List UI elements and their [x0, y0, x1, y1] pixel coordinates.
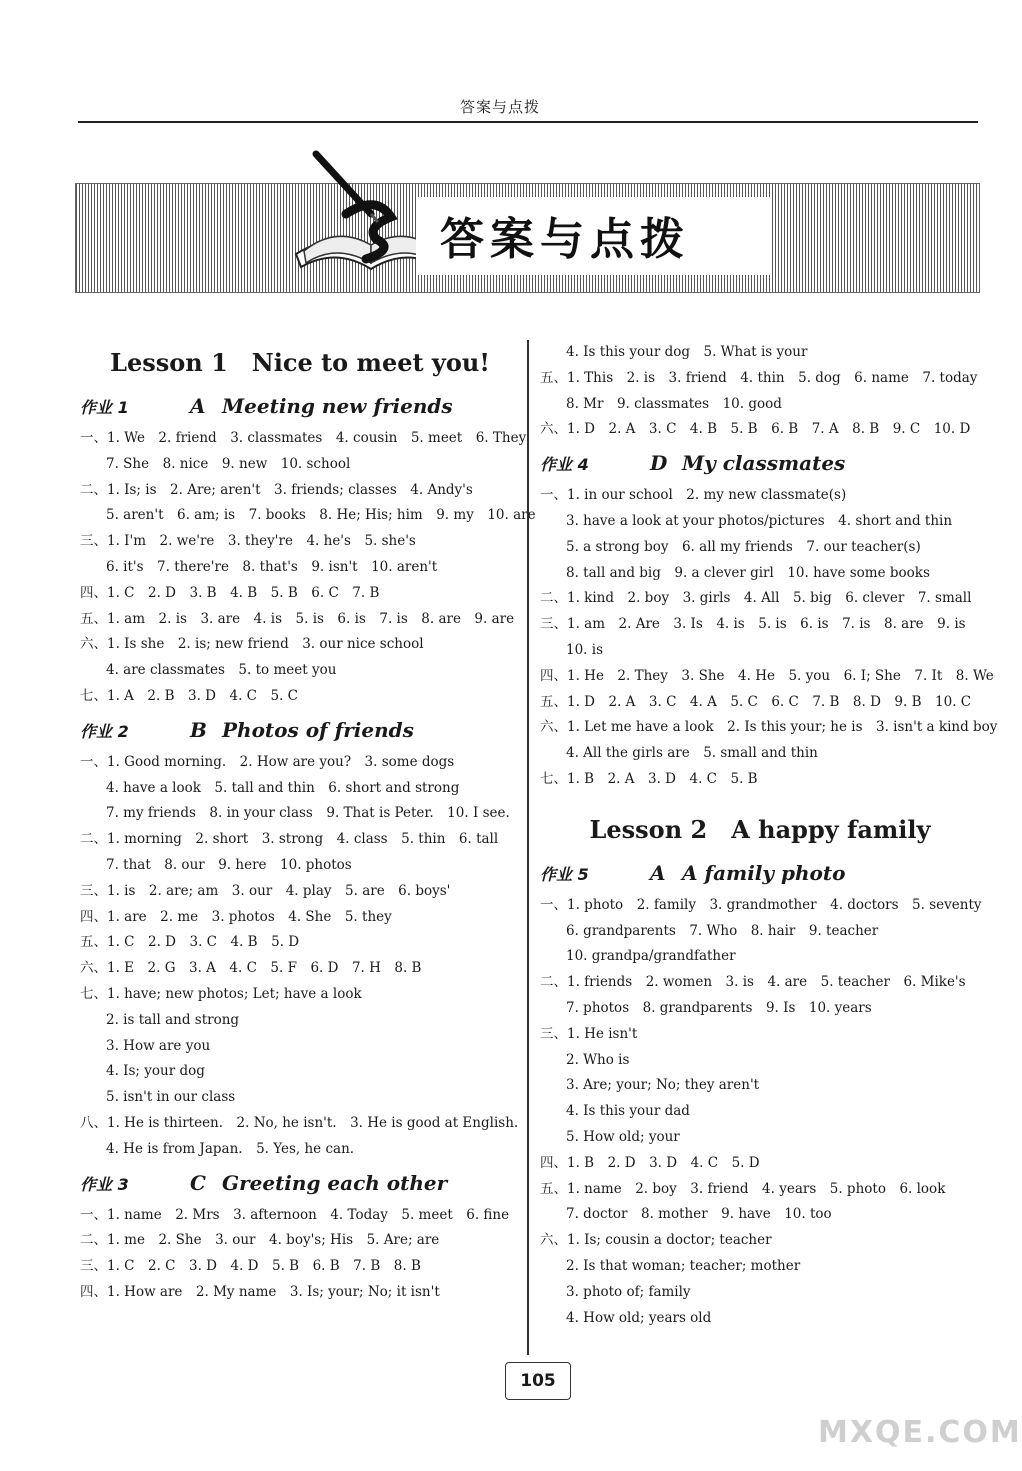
- answer-line-continued: 6. grandparents 7. Who 8. hair 9. teacher: [566, 922, 879, 939]
- answer-line: 五、1. C 2. D 3. C 4. B 5. D: [80, 934, 300, 951]
- lesson-title: Lesson 2 A happy family: [589, 814, 931, 844]
- left-column: [80, 340, 536, 1306]
- answer-line-continued: 4. Is; your dog: [106, 1063, 205, 1080]
- answer-line: 二、1. morning 2. short 3. strong 4. class 5. thin 6. tall: [80, 831, 499, 848]
- homework-number: 作业 4: [540, 455, 589, 475]
- answer-line-continued: 3. photo of; family: [566, 1283, 691, 1300]
- banner-title: 答案与点拨: [440, 214, 690, 265]
- header-rule: [78, 121, 978, 123]
- right-column: [540, 340, 998, 1331]
- answer-line: 六、1. Is; cousin a doctor; teacher: [540, 1232, 772, 1249]
- homework-title: Photos of friends: [222, 717, 414, 742]
- answer-line: 四、1. C 2. D 3. B 4. B 5. B 6. C 7. B: [80, 584, 380, 601]
- homework-number: 作业 3: [80, 1174, 129, 1194]
- answer-line: 七、1. have; new photos; Let; have a look: [80, 985, 362, 1002]
- answer-line-continued: 7. my friends 8. in your class 9. That is Peter. 10. I see.: [106, 805, 510, 822]
- homework-letter: C: [190, 1170, 206, 1195]
- column-divider: [527, 340, 529, 1355]
- answer-line: 一、1. Good morning. 2. How are you? 3. some dogs: [80, 753, 455, 770]
- answer-line-continued: 7. doctor 8. mother 9. have 10. too: [566, 1206, 832, 1223]
- answer-line: 八、1. He is thirteen. 2. No, he isn't. 3. He is good at English.: [80, 1114, 519, 1131]
- homework-letter: A: [650, 860, 666, 885]
- answer-line-continued: 4. Is this your dad: [566, 1103, 690, 1120]
- answer-line-continued: 8. Mr 9. classmates 10. good: [566, 395, 782, 412]
- answer-line: 四、1. are 2. me 3. photos 4. She 5. they: [80, 908, 392, 925]
- banner-title-box: [416, 197, 772, 275]
- homework-title: My classmates: [682, 451, 846, 476]
- answer-line-continued: 7. that 8. our 9. here 10. photos: [106, 856, 352, 873]
- answer-line: 一、1. in our school 2. my new classmate(s): [540, 487, 847, 504]
- homework-heading: [80, 710, 520, 750]
- answer-line-continued: 3. How are you: [106, 1037, 211, 1054]
- homework-letter: B: [190, 717, 207, 742]
- answer-line: 七、1. B 2. A 3. D 4. C 5. B: [540, 770, 758, 787]
- answer-line-continued: 4. How old; years old: [566, 1309, 712, 1326]
- answer-line-continued: 8. tall and big 9. a clever girl 10. have some books: [566, 564, 930, 581]
- answer-line-continued: 4. are classmates 5. to meet you: [106, 662, 337, 679]
- answer-line-continued: 5. aren't 6. am; is 7. books 8. He; His; him 9. my 10. are: [106, 507, 536, 524]
- answer-line: 二、1. me 2. She 3. our 4. boy's; His 5. Are; are: [80, 1232, 440, 1249]
- answer-line: 六、1. D 2. A 3. C 4. B 5. B 6. B 7. A 8. B 9. C 10. D: [540, 421, 971, 438]
- answer-line: 五、1. name 2. boy 3. friend 4. years 5. photo 6. look: [540, 1180, 946, 1197]
- answer-line: 四、1. He 2. They 3. She 4. He 5. you 6. I; She 7. It 8. We: [540, 667, 994, 684]
- answer-line: 一、1. photo 2. family 3. grandmother 4. doctors 5. seventy: [540, 896, 982, 913]
- homework-number: 作业 5: [540, 864, 589, 884]
- answer-line: 五、1. This 2. is 3. friend 4. thin 5. dog 6. name 7. today: [540, 369, 978, 386]
- answer-line: 五、1. am 2. is 3. are 4. is 5. is 6. is 7. is 8. are 9. are: [80, 610, 515, 627]
- homework-title: A family photo: [682, 860, 846, 885]
- answer-line-continued: 6. it's 7. there're 8. that's 9. isn't 10. aren't: [106, 558, 438, 575]
- answer-line: 一、1. We 2. friend 3. classmates 4. cousin 5. meet 6. They: [80, 430, 527, 446]
- answer-line-continued: 10. grandpa/grandfather: [566, 948, 736, 965]
- homework-letter: A: [190, 394, 206, 418]
- homework-title: Greeting each other: [222, 1170, 448, 1195]
- answer-line-continued: 3. have a look at your photos/pictures 4. short and thin: [566, 512, 953, 529]
- answer-line-continued: 4. All the girls are 5. small and thin: [566, 745, 818, 762]
- page-number: 105: [505, 1362, 571, 1400]
- answer-line: 三、1. am 2. Are 3. Is 4. is 5. is 6. is 7. is 8. are 9. is: [540, 616, 966, 633]
- lesson-title: Lesson 1 Nice to meet you!: [110, 348, 490, 377]
- answer-line-continued: 5. a strong boy 6. all my friends 7. our teacher(s): [566, 538, 921, 555]
- answer-line-continued: 3. Are; your; No; they aren't: [566, 1077, 760, 1094]
- title-banner: [75, 183, 980, 293]
- answer-line: 二、1. kind 2. boy 3. girls 4. All 5. big 6. clever 7. small: [540, 590, 972, 607]
- answer-line: 六、1. E 2. G 3. A 4. C 5. F 6. D 7. H 8. B: [80, 960, 422, 977]
- answer-line: 六、1. Is she 2. is; new friend 3. our nice school: [80, 636, 424, 653]
- homework-heading: [540, 853, 980, 893]
- answer-line: 五、1. D 2. A 3. C 4. A 5. C 6. C 7. B 8. D 9. B 10. C: [540, 693, 972, 710]
- answer-line: 三、1. C 2. C 3. D 4. D 5. B 6. B 7. B 8. B: [80, 1258, 421, 1275]
- answer-line-continued: 7. photos 8. grandparents 9. Is 10. years: [566, 999, 872, 1016]
- homework-heading: [80, 386, 520, 426]
- homework-number: 作业 1: [80, 398, 129, 417]
- answer-line-continued: 2. Is that woman; teacher; mother: [566, 1257, 801, 1274]
- answer-line-continued: 5. isn't in our class: [106, 1089, 236, 1106]
- answer-line-continued: 4. have a look 5. tall and thin 6. short and strong: [106, 779, 460, 796]
- watermark-text: MXQE.COM: [818, 1415, 1022, 1450]
- answer-line: 二、1. Is; is 2. Are; aren't 3. friends; classes 4. Andy's: [80, 481, 473, 498]
- answer-line-continued: 2. is tall and strong: [106, 1011, 240, 1028]
- answer-line-continued: 4. Is this your dog 5. What is your: [566, 344, 808, 360]
- answer-line: 三、1. is 2. are; am 3. our 4. play 5. are 6. boys': [80, 882, 451, 899]
- answer-line-continued: 10. is: [566, 641, 604, 658]
- answer-line: 七、1. A 2. B 3. D 4. C 5. C: [80, 687, 299, 704]
- answer-line: 四、1. B 2. D 3. D 4. C 5. D: [540, 1154, 760, 1171]
- answer-line-continued: 4. He is from Japan. 5. Yes, he can.: [106, 1140, 355, 1157]
- answer-line: 一、1. name 2. Mrs 3. afternoon 4. Today 5. meet 6. fine: [80, 1206, 510, 1223]
- homework-heading: [540, 443, 980, 483]
- answer-line: 六、1. Let me have a look 2. Is this your; he is 3. isn't a kind boy: [540, 719, 998, 736]
- homework-heading: [80, 1163, 520, 1203]
- answer-line: 二、1. friends 2. women 3. is 4. are 5. teacher 6. Mike's: [540, 974, 966, 991]
- answer-line: 三、1. He isn't: [540, 1025, 638, 1042]
- answer-line-continued: 2. Who is: [566, 1051, 630, 1068]
- running-head: 答案与点拨: [459, 98, 540, 116]
- answer-line-continued: 7. She 8. nice 9. new 10. school: [106, 455, 351, 472]
- homework-title: Meeting new friends: [222, 394, 453, 418]
- homework-letter: D: [650, 451, 668, 476]
- answer-line: 三、1. I'm 2. we're 3. they're 4. he's 5. she's: [80, 533, 416, 550]
- answer-line-continued: 5. How old; your: [566, 1128, 680, 1145]
- homework-number: 作业 2: [80, 721, 129, 741]
- answer-line: 四、1. How are 2. My name 3. Is; your; No; it isn't: [80, 1283, 440, 1300]
